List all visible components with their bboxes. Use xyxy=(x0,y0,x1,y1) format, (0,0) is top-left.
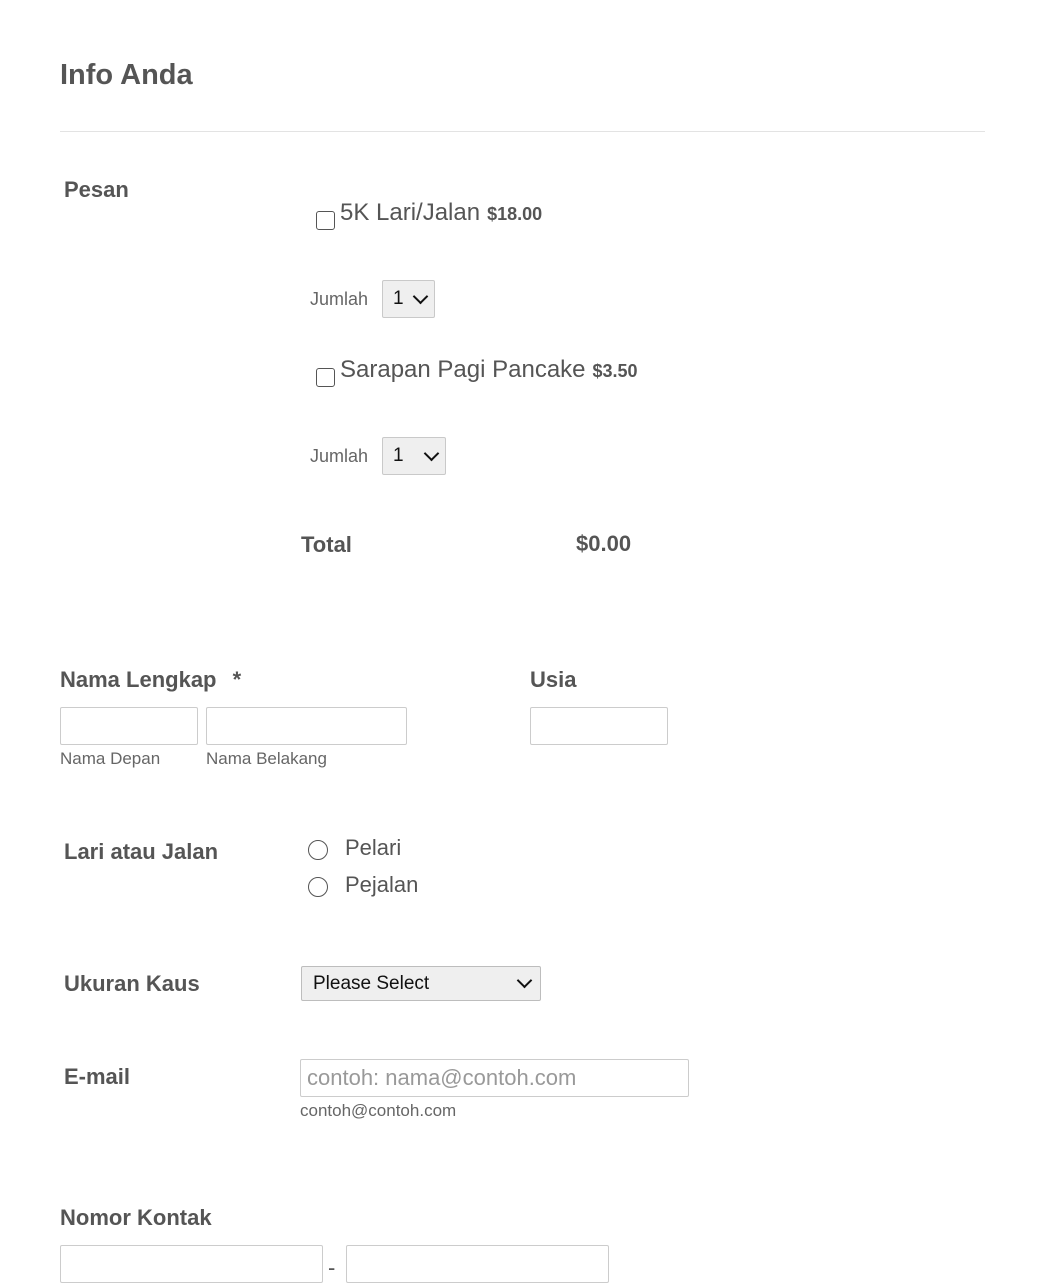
order-label: Pesan xyxy=(64,177,129,202)
product-5k-price: $18.00 xyxy=(487,204,543,224)
product-5k-qty-value: 1 xyxy=(393,288,404,309)
total-label: Total xyxy=(301,532,352,557)
chevron-down-icon xyxy=(517,973,533,989)
product-pancake-row xyxy=(316,356,638,384)
product-5k-qty-label: Jumlah xyxy=(310,289,369,309)
total-value: $0.00 xyxy=(576,531,632,556)
section-title: Info Anda xyxy=(60,59,193,91)
product-pancake-qty-value: 1 xyxy=(393,445,404,466)
last-name-input[interactable] xyxy=(206,707,407,745)
email-placeholder: contoh: nama@contoh.com xyxy=(307,1065,577,1090)
email-sublabel: contoh@contoh.com xyxy=(300,1101,457,1120)
email-label: E-mail xyxy=(64,1064,131,1089)
radio-walker[interactable] xyxy=(308,877,328,897)
product-pancake-checkbox[interactable] xyxy=(316,368,335,387)
full-name-label xyxy=(60,667,241,693)
required-mark: * xyxy=(232,667,242,692)
phone-area-input[interactable] xyxy=(60,1245,323,1283)
product-pancake-qty-label: Jumlah xyxy=(310,446,369,466)
shirt-size-label: Ukuran Kaus xyxy=(64,971,200,996)
shirt-size-select[interactable] xyxy=(301,966,541,1001)
phone-number-input[interactable] xyxy=(346,1245,609,1283)
chevron-down-icon xyxy=(424,445,440,461)
radio-option-walker[interactable] xyxy=(308,872,418,898)
product-5k-checkbox[interactable] xyxy=(316,211,335,230)
phone-label: Nomor Kontak xyxy=(60,1205,212,1230)
shirt-size-selected: Please Select xyxy=(313,972,430,994)
full-name-label-text: Nama Lengkap xyxy=(60,667,217,692)
run-walk-label: Lari atau Jalan xyxy=(64,839,219,864)
product-5k-row xyxy=(316,199,542,227)
product-pancake-name: Sarapan Pagi Pancake xyxy=(340,356,586,383)
last-name-sublabel: Nama Belakang xyxy=(206,749,327,768)
chevron-down-icon xyxy=(413,288,429,304)
radio-runner[interactable] xyxy=(308,840,328,860)
product-5k-name: 5K Lari/Jalan xyxy=(340,199,481,226)
age-label: Usia xyxy=(530,667,577,692)
radio-option-runner[interactable] xyxy=(308,835,401,861)
phone-separator: - xyxy=(328,1255,336,1280)
product-pancake-price: $3.50 xyxy=(592,361,638,381)
section-divider xyxy=(60,131,985,132)
first-name-sublabel: Nama Depan xyxy=(60,749,161,768)
email-input[interactable] xyxy=(300,1059,689,1097)
product-5k-qty-select[interactable] xyxy=(382,280,435,318)
product-pancake-qty-select[interactable] xyxy=(382,437,446,475)
radio-walker-label: Pejalan xyxy=(345,872,419,897)
age-input[interactable] xyxy=(530,707,668,745)
first-name-input[interactable] xyxy=(60,707,198,745)
radio-runner-label: Pelari xyxy=(345,835,402,860)
